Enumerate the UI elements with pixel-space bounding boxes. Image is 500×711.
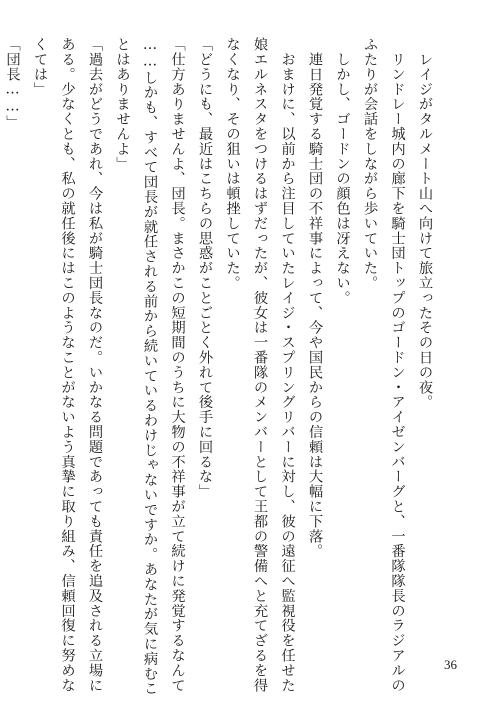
text-line: 「どうにも、最近はこちらの思惑がことごとく外れて後手に回るな」 [197, 37, 213, 499]
text-line: しかし、ゴードンの顔色は冴えない。 [334, 37, 351, 306]
text-line: リンドレー城内の廊下を騎士団トップのゴードン・アイゼンバーグと、一番隊隊長のラジアルの [389, 37, 406, 693]
text-line: なくなり、その狙いは頓挫していた。 [224, 37, 241, 291]
text-line: 娘エルネスタをつけるはずだったが、彼女は一番隊のメンバーとして王都の警備へと充てざるを得 [252, 37, 268, 693]
text-line: 連日発覚する騎士団の不祥事によって、今や国民からの信頼は大幅に下落。 [307, 37, 323, 559]
text-line: くては」 [32, 37, 48, 97]
text-line: ふたりが会話をしながら歩いていた。 [362, 37, 378, 291]
text-line: 「仕方ありませんよ、団長。まさかこの短期間のうちに大物の不祥事が立て続けに発覚するなんて [169, 37, 186, 693]
text-line: 「過去がどうであれ、今は私が騎士団長なのだ。いかなる問題であっても責任を追及される立場に [87, 37, 103, 693]
text-line: ……しかも、すべて団長が就任される前から続いているわけじゃないですか。あなたが気に病むこ [142, 37, 158, 696]
text-line: とはありませんよ」 [114, 37, 131, 172]
text-line: おまけに、以前から注目していたレイジ・スプリングリバーに対し、彼の遠征へ監視役を任せた [279, 37, 296, 693]
vertical-text-body [4, 37, 438, 696]
page-number: 36 [444, 657, 457, 672]
text-line: ある。少なくとも、私の就任後にはこのようなことがないよう真摯に取り組み、信頼回復に努めな [59, 37, 76, 693]
text-line: 「団長……」 [4, 37, 21, 130]
text-line: レイジがタルメート山へ向けて旅立ったその日の夜。 [417, 37, 433, 410]
